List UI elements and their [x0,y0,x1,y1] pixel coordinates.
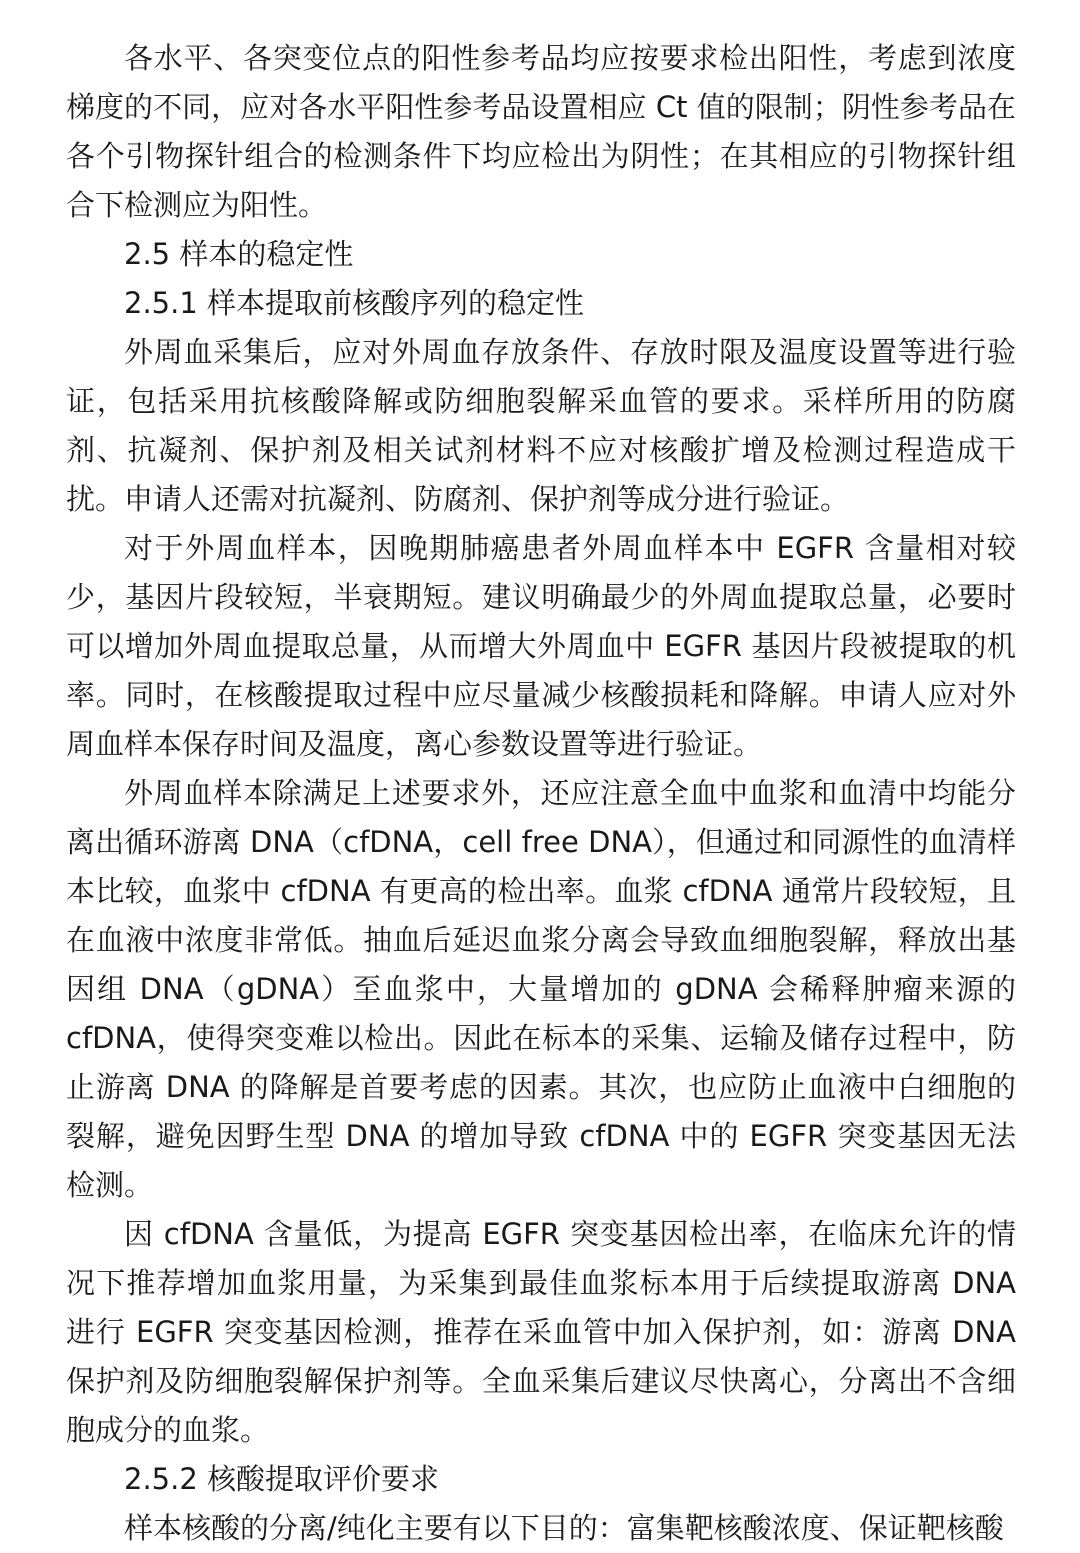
paragraph-cfdna-plasma: 外周血样本除满足上述要求外，还应注意全血中血浆和血清中均能分离出循环游离 DNA（cfDNA，cell free DNA），但通过和同源性的血清样本比较，血浆中 cfDNA 有更高的检出率。血浆 cfDNA 通常片段较短，且在血液中浓度非常低。抽血后延迟血浆分离会导致血细胞裂解，释放出基因组 DNA（gDNA）至血浆中，大量增加的 gDNA 会稀释肿瘤来源的 cfDNA，使得突变难以检出。因此在标本的采集、运输及储存过程中，防止游离 DNA 的降解是首要考虑的因素。其次，也应防止血液中白细胞的裂解，避免因野生型 DNA 的增加导致 cfDNA 中的 EGFR 突变基因无法检测。 [66,776,1016,1202]
paragraph-positive-reference: 各水平、各突变位点的阳性参考品均应按要求检出阳性，考虑到浓度梯度的不同，应对各水平阳性参考品设置相应 Ct 值的限制；阴性参考品在各个引物探针组合的检测条件下均应检出为阴性；在其相应的引物探针组合下检测应为阳性。 [66,41,1016,222]
paragraph-peripheral-blood-sample: 对于外周血样本，因晚期肺癌患者外周血样本中 EGFR 含量相对较少，基因片段较短，半衰期短。建议明确最少的外周血提取总量，必要时可以增加外周血提取总量，从而增大外周血中 EGFR 基因片段被提取的机率。同时，在核酸提取过程中应尽量减少核酸损耗和降解。申请人应对外周血样本保存时间及温度，离心参数设置等进行验证。 [66,531,1016,761]
paragraph-nucleic-acid-purification: 样本核酸的分离/纯化主要有以下目的：富集靶核酸浓度、保证靶核酸 [124,1511,1004,1545]
paragraph-blood-collection: 外周血采集后，应对外周血存放条件、存放时限及温度设置等进行验证，包括采用抗核酸降解或防细胞裂解采血管的要求。采样所用的防腐剂、抗凝剂、保护剂及相关试剂材料不应对核酸扩增及检测过程造成干扰。申请人还需对抗凝剂、防腐剂、保护剂等成分进行验证。 [66,335,1016,516]
section-heading-2-5-1: 2.5.1 样本提取前核酸序列的稳定性 [124,286,585,320]
section-heading-2-5: 2.5 样本的稳定性 [124,237,354,271]
document-page [66,34,1016,1553]
paragraph-cfdna-protection: 因 cfDNA 含量低，为提高 EGFR 突变基因检出率，在临床允许的情况下推荐增加血浆用量，为采集到最佳血浆标本用于后续提取游离 DNA 进行 EGFR 突变基因检测，推荐在采血管中加入保护剂，如：游离 DNA 保护剂及防细胞裂解保护剂等。全血采集后建议尽快离心，分离出不含细胞成分的血浆。 [66,1217,1016,1447]
section-heading-2-5-2: 2.5.2 核酸提取评价要求 [124,1462,440,1496]
